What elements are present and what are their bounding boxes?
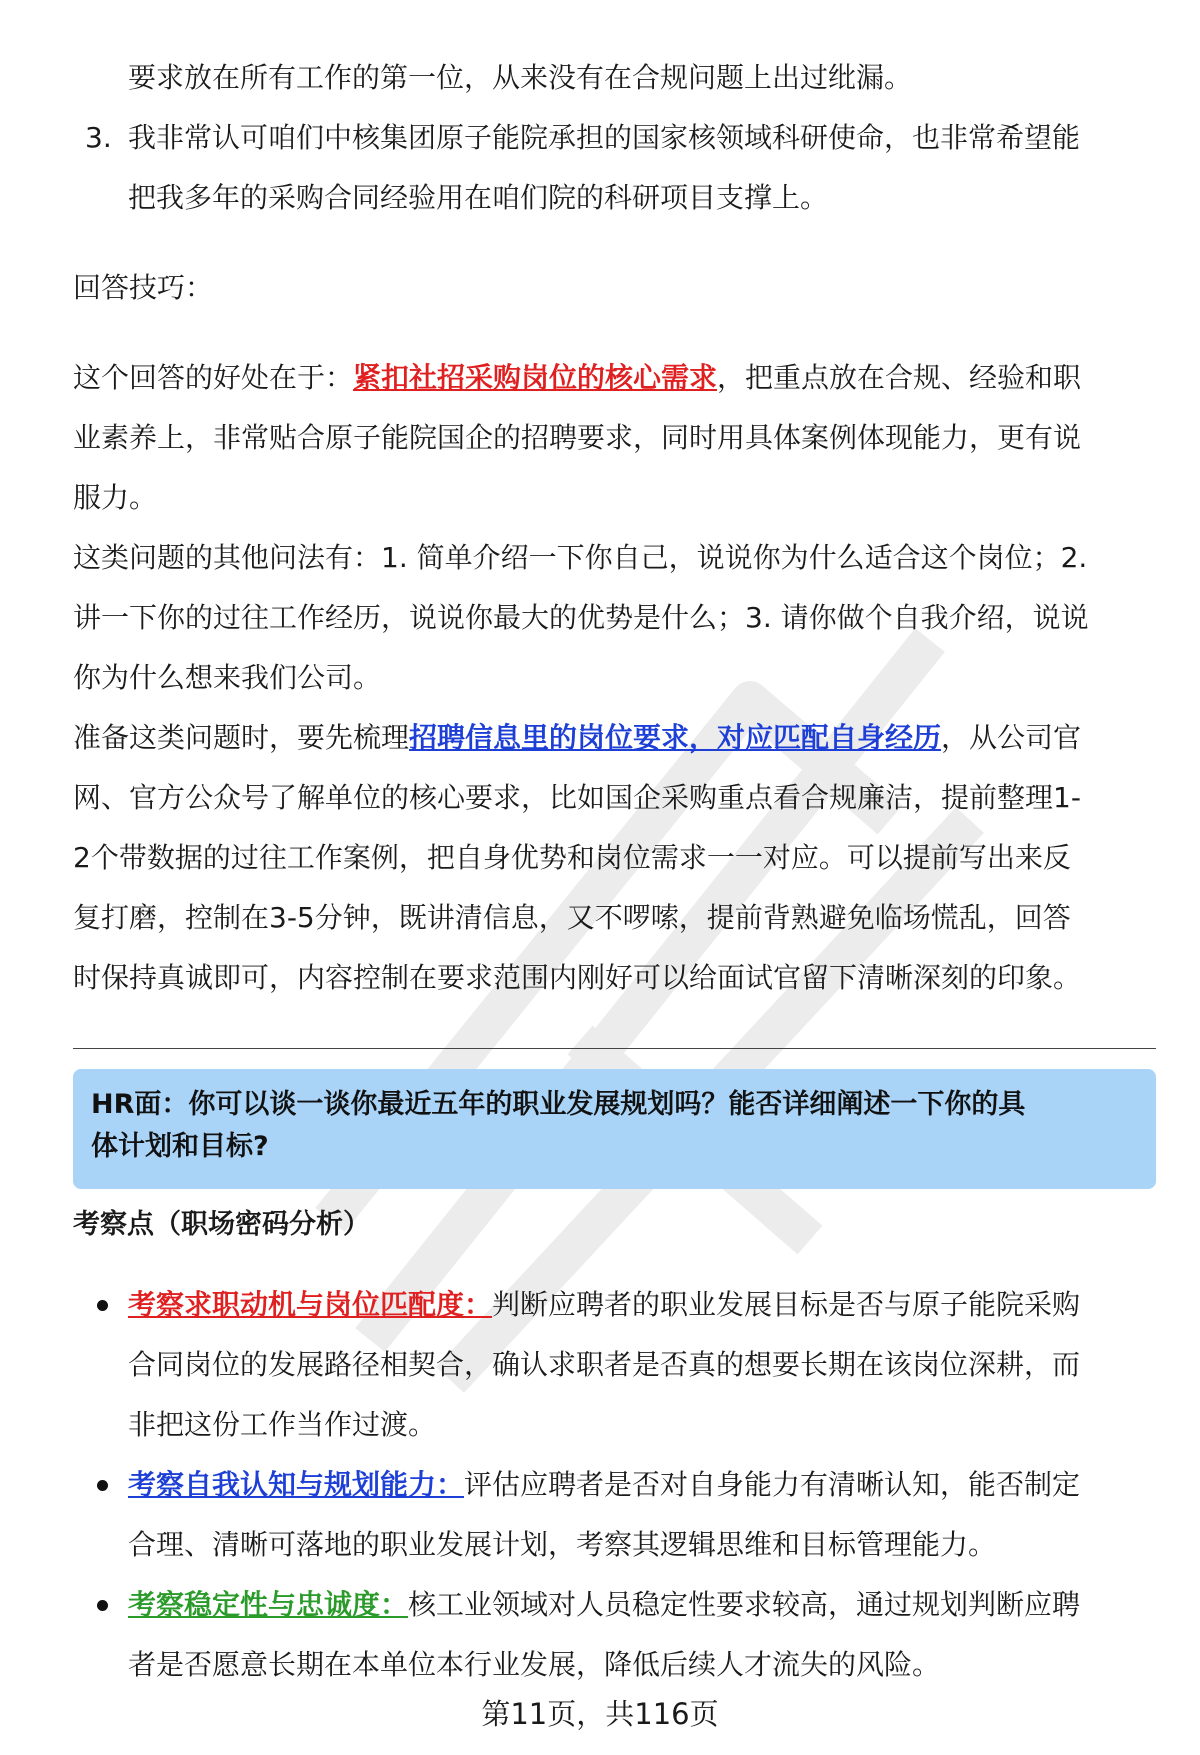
bullet1-label: 考察求职动机与岗位匹配度：	[128, 1288, 493, 1321]
question-line1: HR面：你可以谈一谈你最近五年的职业发展规划吗？能否详细阐述一下你的具	[91, 1089, 1026, 1120]
bullet2-label: 考察自我认知与规划能力：	[128, 1468, 465, 1501]
para3-highlight: 招聘信息里的岗位要求，对应匹配自身经历	[409, 721, 942, 754]
bullet1-line2: 合同岗位的发展路径相契合，确认求职者是否真的想要长期在该岗位深耕，而	[128, 1348, 1081, 1381]
section-divider	[73, 1048, 1156, 1049]
bullet2-text1: 评估应聘者是否对自身能力有清晰认知，能否制定	[464, 1468, 1081, 1501]
para3-post: ，从公司官	[941, 721, 1082, 754]
section-title: 考察点（职场密码分析）	[73, 1209, 370, 1240]
bullet-dot-3	[97, 1600, 108, 1611]
para1-post: ，把重点放在合规、经验和职	[717, 361, 1082, 394]
bullet1-line3: 非把这份工作当作过渡。	[128, 1408, 437, 1441]
item3-line1: 我非常认可咱们中核集团原子能院承担的国家核领域科研使命，也非常希望能	[128, 121, 1081, 154]
para1-line1	[73, 358, 1081, 398]
para3-line4: 复打磨，控制在3-5分钟，既讲清信息，又不啰嗦，提前背熟避免临场慌乱，回答	[73, 901, 1071, 934]
item3-line2: 把我多年的采购合同经验用在咱们院的科研项目支撑上。	[128, 181, 829, 214]
para3-pre: 准备这类问题时，要先梳理	[73, 721, 410, 754]
bullet-dot-2	[97, 1480, 108, 1491]
para1-highlight: 紧扣社招采购岗位的核心需求	[353, 361, 718, 394]
question-banner	[73, 1069, 1156, 1189]
para3-line3: 2个带数据的过往工作案例，把自身优势和岗位需求一一对应。可以提前写出来反	[73, 841, 1071, 874]
continued-line: 要求放在所有工作的第一位，从来没有在合规问题上出过纰漏。	[128, 61, 913, 94]
list-number-3: 3.	[85, 121, 112, 154]
para2-line1: 这类问题的其他问法有：1. 简单介绍一下你自己，说说你为什么适合这个岗位；2.	[73, 541, 1088, 574]
bullet3-label: 考察稳定性与忠诚度：	[128, 1588, 409, 1621]
para1-line2: 业素养上，非常贴合原子能院国企的招聘要求，同时用具体案例体现能力，更有说	[73, 421, 1082, 454]
tips-label: 回答技巧：	[73, 271, 214, 304]
para2-line2: 讲一下你的过往工作经历，说说你最大的优势是什么；3. 请你做个自我介绍，说说	[73, 601, 1089, 634]
bullet3-text1: 核工业领域对人员稳定性要求较高，通过规划判断应聘	[408, 1588, 1081, 1621]
question-line2: 体计划和目标?	[91, 1131, 269, 1162]
para1-pre: 这个回答的好处在于：	[73, 361, 354, 394]
para3-line2: 网、官方公众号了解单位的核心要求，比如国企采购重点看合规廉洁，提前整理1-	[73, 781, 1081, 814]
bullet2-line2: 合理、清晰可落地的职业发展计划，考察其逻辑思维和目标管理能力。	[128, 1528, 997, 1561]
page-footer: 第11页，共116页	[481, 1697, 719, 1731]
para3-line1	[73, 718, 1081, 758]
bullet3-line1	[128, 1585, 1080, 1625]
para3-line5: 时保持真诚即可，内容控制在要求范围内刚好可以给面试官留下清晰深刻的印象。	[73, 961, 1082, 994]
bullet1-text1: 判断应聘者的职业发展目标是否与原子能院采购	[492, 1288, 1081, 1321]
bullet-dot-1	[97, 1300, 108, 1311]
para1-line3: 服力。	[73, 481, 158, 514]
bullet2-line1	[128, 1465, 1080, 1505]
para2-line3: 你为什么想来我们公司。	[73, 661, 382, 694]
bullet1-line1	[128, 1285, 1080, 1325]
bullet3-line2: 者是否愿意长期在本单位本行业发展，降低后续人才流失的风险。	[128, 1648, 941, 1681]
